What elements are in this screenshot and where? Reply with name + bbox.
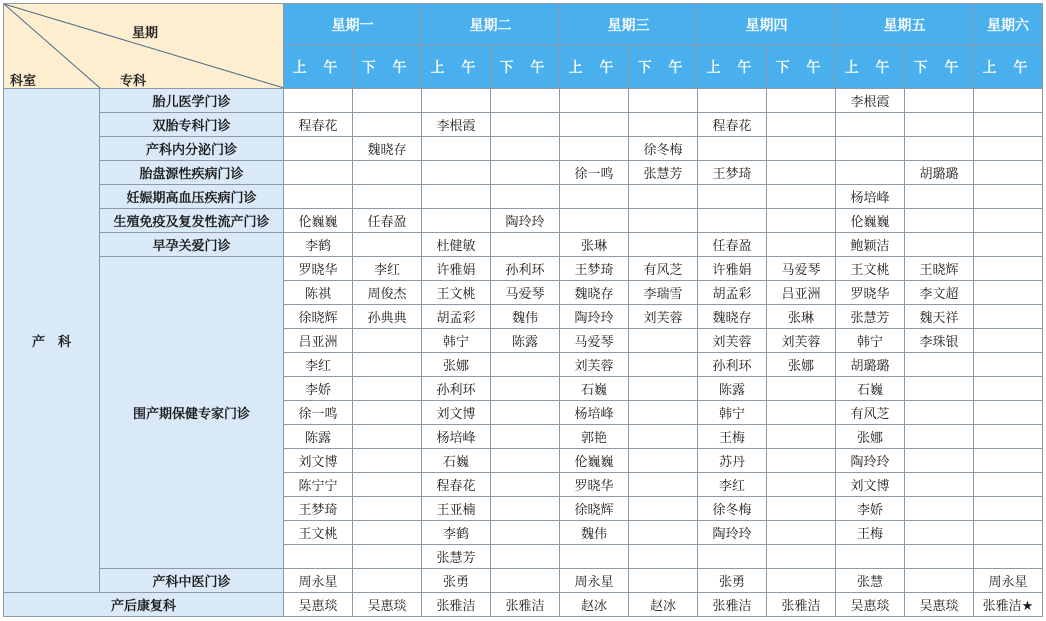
doctor-cell: 陈祺 bbox=[284, 281, 353, 305]
doctor-cell: 李鹤 bbox=[422, 521, 491, 545]
doctor-cell: 胡孟彩 bbox=[698, 281, 767, 305]
doctor-cell: 徐一鸣 bbox=[560, 161, 629, 185]
am-header: 上 午 bbox=[284, 46, 353, 89]
doctor-cell bbox=[491, 233, 560, 257]
doctor-cell bbox=[491, 545, 560, 569]
pm-header: 下 午 bbox=[905, 46, 974, 89]
doctor-cell bbox=[629, 449, 698, 473]
doctor-cell bbox=[905, 401, 974, 425]
doctor-cell: 孙利环 bbox=[422, 377, 491, 401]
doctor-cell bbox=[767, 185, 836, 209]
doctor-cell bbox=[767, 233, 836, 257]
doctor-cell bbox=[353, 233, 422, 257]
doctor-cell: 魏晓存 bbox=[698, 305, 767, 329]
doctor-cell bbox=[767, 161, 836, 185]
doctor-cell: 陶玲玲 bbox=[491, 209, 560, 233]
doctor-cell: 张娜 bbox=[422, 353, 491, 377]
doctor-cell bbox=[422, 209, 491, 233]
doctor-cell: 王梦琦 bbox=[284, 497, 353, 521]
am-header: 上 午 bbox=[422, 46, 491, 89]
doctor-cell bbox=[974, 137, 1043, 161]
doctor-cell bbox=[560, 185, 629, 209]
doctor-cell bbox=[629, 185, 698, 209]
doctor-cell: 徐冬梅 bbox=[629, 137, 698, 161]
doctor-cell: 魏天祥 bbox=[905, 305, 974, 329]
table-row bbox=[4, 113, 1043, 137]
doctor-cell: 许雅娟 bbox=[422, 257, 491, 281]
am-header: 上 午 bbox=[974, 46, 1043, 89]
doctor-cell: 陈露 bbox=[491, 329, 560, 353]
doctor-cell bbox=[491, 161, 560, 185]
doctor-cell bbox=[491, 497, 560, 521]
specialty-cell: 生殖免疫及复发性流产门诊 bbox=[100, 209, 284, 233]
doctor-cell: 陈露 bbox=[698, 377, 767, 401]
doctor-cell: 李根霞 bbox=[836, 89, 905, 113]
pm-header: 下 午 bbox=[629, 46, 698, 89]
doctor-cell bbox=[491, 89, 560, 113]
doctor-cell: 徐晓辉 bbox=[284, 305, 353, 329]
doctor-cell: 马爱琴 bbox=[560, 329, 629, 353]
doctor-cell bbox=[491, 473, 560, 497]
doctor-cell: 陈宁宁 bbox=[284, 473, 353, 497]
doctor-cell: 刘文博 bbox=[836, 473, 905, 497]
doctor-cell bbox=[905, 425, 974, 449]
doctor-cell bbox=[629, 473, 698, 497]
doctor-cell bbox=[629, 497, 698, 521]
doctor-cell: 石巍 bbox=[836, 377, 905, 401]
doctor-cell: 张慧芳 bbox=[836, 305, 905, 329]
doctor-cell: 刘文博 bbox=[422, 401, 491, 425]
doctor-cell: 韩宁 bbox=[698, 401, 767, 425]
doctor-cell: 有风芝 bbox=[836, 401, 905, 425]
doctor-cell: 罗晓华 bbox=[836, 281, 905, 305]
doctor-cell bbox=[905, 353, 974, 377]
doctor-cell: 韩宁 bbox=[422, 329, 491, 353]
doctor-cell: 刘文博 bbox=[284, 449, 353, 473]
doctor-cell bbox=[353, 185, 422, 209]
table-row bbox=[4, 161, 1043, 185]
doctor-cell bbox=[353, 521, 422, 545]
doctor-cell bbox=[905, 209, 974, 233]
doctor-cell bbox=[284, 137, 353, 161]
doctor-cell bbox=[905, 569, 974, 593]
doctor-cell bbox=[353, 113, 422, 137]
doctor-cell bbox=[560, 137, 629, 161]
doctor-cell: 李红 bbox=[284, 353, 353, 377]
table-row bbox=[4, 185, 1043, 209]
doctor-cell bbox=[491, 137, 560, 161]
doctor-cell bbox=[767, 113, 836, 137]
schedule-table bbox=[3, 3, 1043, 617]
specialty-cell: 双胎专科门诊 bbox=[100, 113, 284, 137]
doctor-cell: 李鹤 bbox=[284, 233, 353, 257]
doctor-cell: 李红 bbox=[353, 257, 422, 281]
doctor-cell bbox=[974, 377, 1043, 401]
specialty-cell: 胎盘源性疾病门诊 bbox=[100, 161, 284, 185]
doctor-cell bbox=[836, 137, 905, 161]
doctor-cell: 刘芙蓉 bbox=[698, 329, 767, 353]
doctor-cell: 李娇 bbox=[836, 497, 905, 521]
doctor-cell: 马爱琴 bbox=[767, 257, 836, 281]
doctor-cell bbox=[629, 545, 698, 569]
doctor-cell bbox=[698, 89, 767, 113]
am-header: 上 午 bbox=[836, 46, 905, 89]
doctor-cell bbox=[491, 401, 560, 425]
doctor-cell bbox=[974, 281, 1043, 305]
pm-header: 下 午 bbox=[353, 46, 422, 89]
table-row bbox=[4, 569, 1043, 593]
am-header: 上 午 bbox=[698, 46, 767, 89]
doctor-cell: 张琳 bbox=[560, 233, 629, 257]
doctor-cell: 王梦琦 bbox=[698, 161, 767, 185]
doctor-cell bbox=[491, 377, 560, 401]
doctor-cell bbox=[698, 209, 767, 233]
doctor-cell bbox=[767, 89, 836, 113]
doctor-cell: 魏伟 bbox=[560, 521, 629, 545]
doctor-cell bbox=[974, 185, 1043, 209]
doctor-cell: 任春盈 bbox=[698, 233, 767, 257]
specialty-cell: 胎儿医学门诊 bbox=[100, 89, 284, 113]
doctor-cell bbox=[422, 185, 491, 209]
doctor-cell: 王梅 bbox=[698, 425, 767, 449]
doctor-cell: 周永星 bbox=[284, 569, 353, 593]
doctor-cell: 刘芙蓉 bbox=[767, 329, 836, 353]
doctor-cell bbox=[974, 305, 1043, 329]
doctor-cell: 胡璐璐 bbox=[905, 161, 974, 185]
doctor-cell: 伦巍巍 bbox=[560, 449, 629, 473]
doctor-cell bbox=[974, 473, 1043, 497]
doctor-cell: 张雅洁 bbox=[422, 593, 491, 617]
doctor-cell bbox=[629, 425, 698, 449]
doctor-cell bbox=[491, 185, 560, 209]
doctor-cell: 张慧芳 bbox=[629, 161, 698, 185]
doctor-cell: 李根霞 bbox=[422, 113, 491, 137]
doctor-cell: 吕亚洲 bbox=[284, 329, 353, 353]
table-row bbox=[4, 89, 1043, 113]
doctor-cell bbox=[767, 569, 836, 593]
doctor-cell: 吴惠琰 bbox=[353, 593, 422, 617]
day-header: 星期六 bbox=[974, 4, 1043, 46]
doctor-cell: 张琳 bbox=[767, 305, 836, 329]
doctor-cell bbox=[767, 521, 836, 545]
doctor-cell: 杨培峰 bbox=[422, 425, 491, 449]
doctor-cell bbox=[284, 185, 353, 209]
doctor-cell: 李珠银 bbox=[905, 329, 974, 353]
doctor-cell bbox=[353, 425, 422, 449]
doctor-cell bbox=[353, 353, 422, 377]
am-header: 上 午 bbox=[560, 46, 629, 89]
doctor-cell bbox=[974, 233, 1043, 257]
doctor-cell bbox=[767, 209, 836, 233]
doctor-cell bbox=[353, 401, 422, 425]
doctor-cell: 孙利环 bbox=[698, 353, 767, 377]
doctor-cell: 王晓辉 bbox=[905, 257, 974, 281]
doctor-cell bbox=[905, 449, 974, 473]
doctor-cell: 王文桃 bbox=[422, 281, 491, 305]
header-corner bbox=[4, 4, 284, 89]
doctor-cell bbox=[974, 401, 1043, 425]
doctor-cell bbox=[491, 425, 560, 449]
doctor-cell bbox=[974, 545, 1043, 569]
doctor-cell: 徐一鸣 bbox=[284, 401, 353, 425]
doctor-cell: 王文桃 bbox=[284, 521, 353, 545]
doctor-cell: 张娜 bbox=[836, 425, 905, 449]
doctor-cell bbox=[767, 377, 836, 401]
doctor-cell bbox=[491, 449, 560, 473]
doctor-cell bbox=[836, 545, 905, 569]
doctor-cell: 王文桃 bbox=[836, 257, 905, 281]
doctor-cell: 徐晓辉 bbox=[560, 497, 629, 521]
doctor-cell: 李娇 bbox=[284, 377, 353, 401]
doctor-cell bbox=[629, 401, 698, 425]
corner-dept-label: 科室 bbox=[10, 74, 37, 89]
doctor-cell bbox=[560, 89, 629, 113]
doctor-cell bbox=[974, 161, 1043, 185]
doctor-cell: 张雅洁★ bbox=[974, 593, 1043, 617]
doctor-cell bbox=[284, 89, 353, 113]
doctor-cell bbox=[353, 449, 422, 473]
day-header: 星期二 bbox=[422, 4, 560, 46]
doctor-cell bbox=[629, 329, 698, 353]
doctor-cell bbox=[560, 113, 629, 137]
table-row bbox=[4, 593, 1043, 617]
doctor-cell bbox=[491, 521, 560, 545]
specialty-cell: 产科内分泌门诊 bbox=[100, 137, 284, 161]
doctor-cell: 罗晓华 bbox=[284, 257, 353, 281]
doctor-cell: 程春花 bbox=[698, 113, 767, 137]
doctor-cell bbox=[560, 545, 629, 569]
doctor-cell: 刘芙蓉 bbox=[560, 353, 629, 377]
doctor-cell: 魏伟 bbox=[491, 305, 560, 329]
doctor-cell: 孙典典 bbox=[353, 305, 422, 329]
doctor-cell bbox=[353, 569, 422, 593]
doctor-cell bbox=[629, 353, 698, 377]
doctor-cell bbox=[836, 113, 905, 137]
table-row bbox=[4, 137, 1043, 161]
doctor-cell: 王梅 bbox=[836, 521, 905, 545]
doctor-cell bbox=[767, 401, 836, 425]
day-header: 星期三 bbox=[560, 4, 698, 46]
doctor-cell bbox=[422, 137, 491, 161]
doctor-cell: 吴惠琰 bbox=[284, 593, 353, 617]
doctor-cell: 胡璐璐 bbox=[836, 353, 905, 377]
specialty-cell: 围产期保健专家门诊 bbox=[100, 257, 284, 569]
doctor-cell: 伦巍巍 bbox=[836, 209, 905, 233]
doctor-cell: 王亚楠 bbox=[422, 497, 491, 521]
doctor-cell: 有风芝 bbox=[629, 257, 698, 281]
doctor-cell: 魏晓存 bbox=[560, 281, 629, 305]
doctor-cell bbox=[629, 569, 698, 593]
doctor-cell bbox=[629, 209, 698, 233]
specialty-cell: 妊娠期高血压疾病门诊 bbox=[100, 185, 284, 209]
doctor-cell bbox=[698, 137, 767, 161]
doctor-cell: 程春花 bbox=[284, 113, 353, 137]
doctor-cell bbox=[767, 497, 836, 521]
doctor-cell bbox=[353, 161, 422, 185]
doctor-cell bbox=[974, 209, 1043, 233]
department-cell-postpartum: 产后康复科 bbox=[4, 593, 284, 617]
doctor-cell: 张雅洁 bbox=[491, 593, 560, 617]
doctor-cell bbox=[698, 545, 767, 569]
day-header: 星期五 bbox=[836, 4, 974, 46]
doctor-cell: 张勇 bbox=[698, 569, 767, 593]
doctor-cell: 张雅洁 bbox=[698, 593, 767, 617]
doctor-cell: 韩宁 bbox=[836, 329, 905, 353]
doctor-cell: 吴惠琰 bbox=[836, 593, 905, 617]
specialty-cell: 产科中医门诊 bbox=[100, 569, 284, 593]
doctor-cell bbox=[767, 473, 836, 497]
doctor-cell bbox=[905, 521, 974, 545]
doctor-cell bbox=[836, 161, 905, 185]
doctor-cell bbox=[353, 497, 422, 521]
doctor-cell bbox=[698, 185, 767, 209]
doctor-cell bbox=[767, 545, 836, 569]
pm-header: 下 午 bbox=[491, 46, 560, 89]
doctor-cell: 李瑞雪 bbox=[629, 281, 698, 305]
pm-header: 下 午 bbox=[767, 46, 836, 89]
doctor-cell: 陶玲玲 bbox=[560, 305, 629, 329]
doctor-cell: 胡孟彩 bbox=[422, 305, 491, 329]
doctor-cell: 马爱琴 bbox=[491, 281, 560, 305]
doctor-cell: 李红 bbox=[698, 473, 767, 497]
doctor-cell: 孙利环 bbox=[491, 257, 560, 281]
doctor-cell bbox=[974, 521, 1043, 545]
doctor-cell bbox=[974, 449, 1043, 473]
doctor-cell bbox=[284, 161, 353, 185]
doctor-cell: 周俊杰 bbox=[353, 281, 422, 305]
doctor-cell bbox=[974, 89, 1043, 113]
doctor-cell bbox=[974, 113, 1043, 137]
doctor-cell bbox=[974, 257, 1043, 281]
doctor-cell: 伦巍巍 bbox=[284, 209, 353, 233]
doctor-cell bbox=[974, 353, 1043, 377]
doctor-cell bbox=[629, 233, 698, 257]
doctor-cell: 程春花 bbox=[422, 473, 491, 497]
doctor-cell: 张慧 bbox=[836, 569, 905, 593]
doctor-cell: 张雅洁 bbox=[767, 593, 836, 617]
doctor-cell bbox=[974, 497, 1043, 521]
doctor-cell bbox=[905, 89, 974, 113]
doctor-cell bbox=[353, 329, 422, 353]
day-header: 星期四 bbox=[698, 4, 836, 46]
doctor-cell: 石巍 bbox=[422, 449, 491, 473]
doctor-cell: 张勇 bbox=[422, 569, 491, 593]
doctor-cell: 吴惠琰 bbox=[905, 593, 974, 617]
doctor-cell: 吕亚洲 bbox=[767, 281, 836, 305]
doctor-cell: 陶玲玲 bbox=[698, 521, 767, 545]
day-header: 星期一 bbox=[284, 4, 422, 46]
doctor-cell: 徐冬梅 bbox=[698, 497, 767, 521]
doctor-cell: 杨培峰 bbox=[836, 185, 905, 209]
doctor-cell bbox=[629, 89, 698, 113]
doctor-cell bbox=[905, 473, 974, 497]
doctor-cell bbox=[491, 113, 560, 137]
doctor-cell bbox=[905, 233, 974, 257]
doctor-cell: 苏丹 bbox=[698, 449, 767, 473]
doctor-cell bbox=[422, 89, 491, 113]
doctor-cell bbox=[629, 521, 698, 545]
doctor-cell bbox=[353, 377, 422, 401]
doctor-cell bbox=[767, 137, 836, 161]
table-row bbox=[4, 257, 1043, 281]
doctor-cell bbox=[560, 209, 629, 233]
corner-week-label: 星期 bbox=[132, 26, 159, 41]
doctor-cell: 鲍颖洁 bbox=[836, 233, 905, 257]
doctor-cell: 王梦琦 bbox=[560, 257, 629, 281]
doctor-cell bbox=[767, 449, 836, 473]
doctor-cell: 张娜 bbox=[767, 353, 836, 377]
doctor-cell bbox=[422, 161, 491, 185]
doctor-cell bbox=[767, 425, 836, 449]
specialty-cell: 早孕关爱门诊 bbox=[100, 233, 284, 257]
doctor-cell bbox=[491, 569, 560, 593]
doctor-cell: 李文超 bbox=[905, 281, 974, 305]
doctor-cell bbox=[905, 545, 974, 569]
doctor-cell bbox=[974, 329, 1043, 353]
corner-spec-label: 专科 bbox=[120, 74, 147, 89]
doctor-cell: 刘芙蓉 bbox=[629, 305, 698, 329]
doctor-cell bbox=[905, 377, 974, 401]
doctor-cell bbox=[905, 113, 974, 137]
doctor-cell bbox=[284, 545, 353, 569]
doctor-cell: 周永星 bbox=[560, 569, 629, 593]
doctor-cell: 郭艳 bbox=[560, 425, 629, 449]
doctor-cell bbox=[353, 545, 422, 569]
doctor-cell: 周永星 bbox=[974, 569, 1043, 593]
table-row bbox=[4, 233, 1043, 257]
doctor-cell bbox=[629, 113, 698, 137]
doctor-cell: 许雅娟 bbox=[698, 257, 767, 281]
doctor-cell: 张慧芳 bbox=[422, 545, 491, 569]
doctor-cell bbox=[974, 425, 1043, 449]
doctor-cell: 任春盈 bbox=[353, 209, 422, 233]
doctor-cell bbox=[491, 353, 560, 377]
doctor-cell: 杨培峰 bbox=[560, 401, 629, 425]
doctor-cell: 陶玲玲 bbox=[836, 449, 905, 473]
doctor-cell bbox=[629, 377, 698, 401]
doctor-cell bbox=[353, 89, 422, 113]
doctor-cell bbox=[353, 473, 422, 497]
doctor-cell bbox=[905, 185, 974, 209]
doctor-cell: 陈露 bbox=[284, 425, 353, 449]
doctor-cell: 赵冰 bbox=[560, 593, 629, 617]
department-cell-obstetrics: 产 科 bbox=[4, 89, 100, 593]
table-row bbox=[4, 209, 1043, 233]
doctor-cell: 魏晓存 bbox=[353, 137, 422, 161]
doctor-cell: 石巍 bbox=[560, 377, 629, 401]
doctor-cell bbox=[905, 497, 974, 521]
doctor-cell: 赵冰 bbox=[629, 593, 698, 617]
doctor-cell: 罗晓华 bbox=[560, 473, 629, 497]
doctor-cell bbox=[905, 137, 974, 161]
doctor-cell: 杜健敏 bbox=[422, 233, 491, 257]
